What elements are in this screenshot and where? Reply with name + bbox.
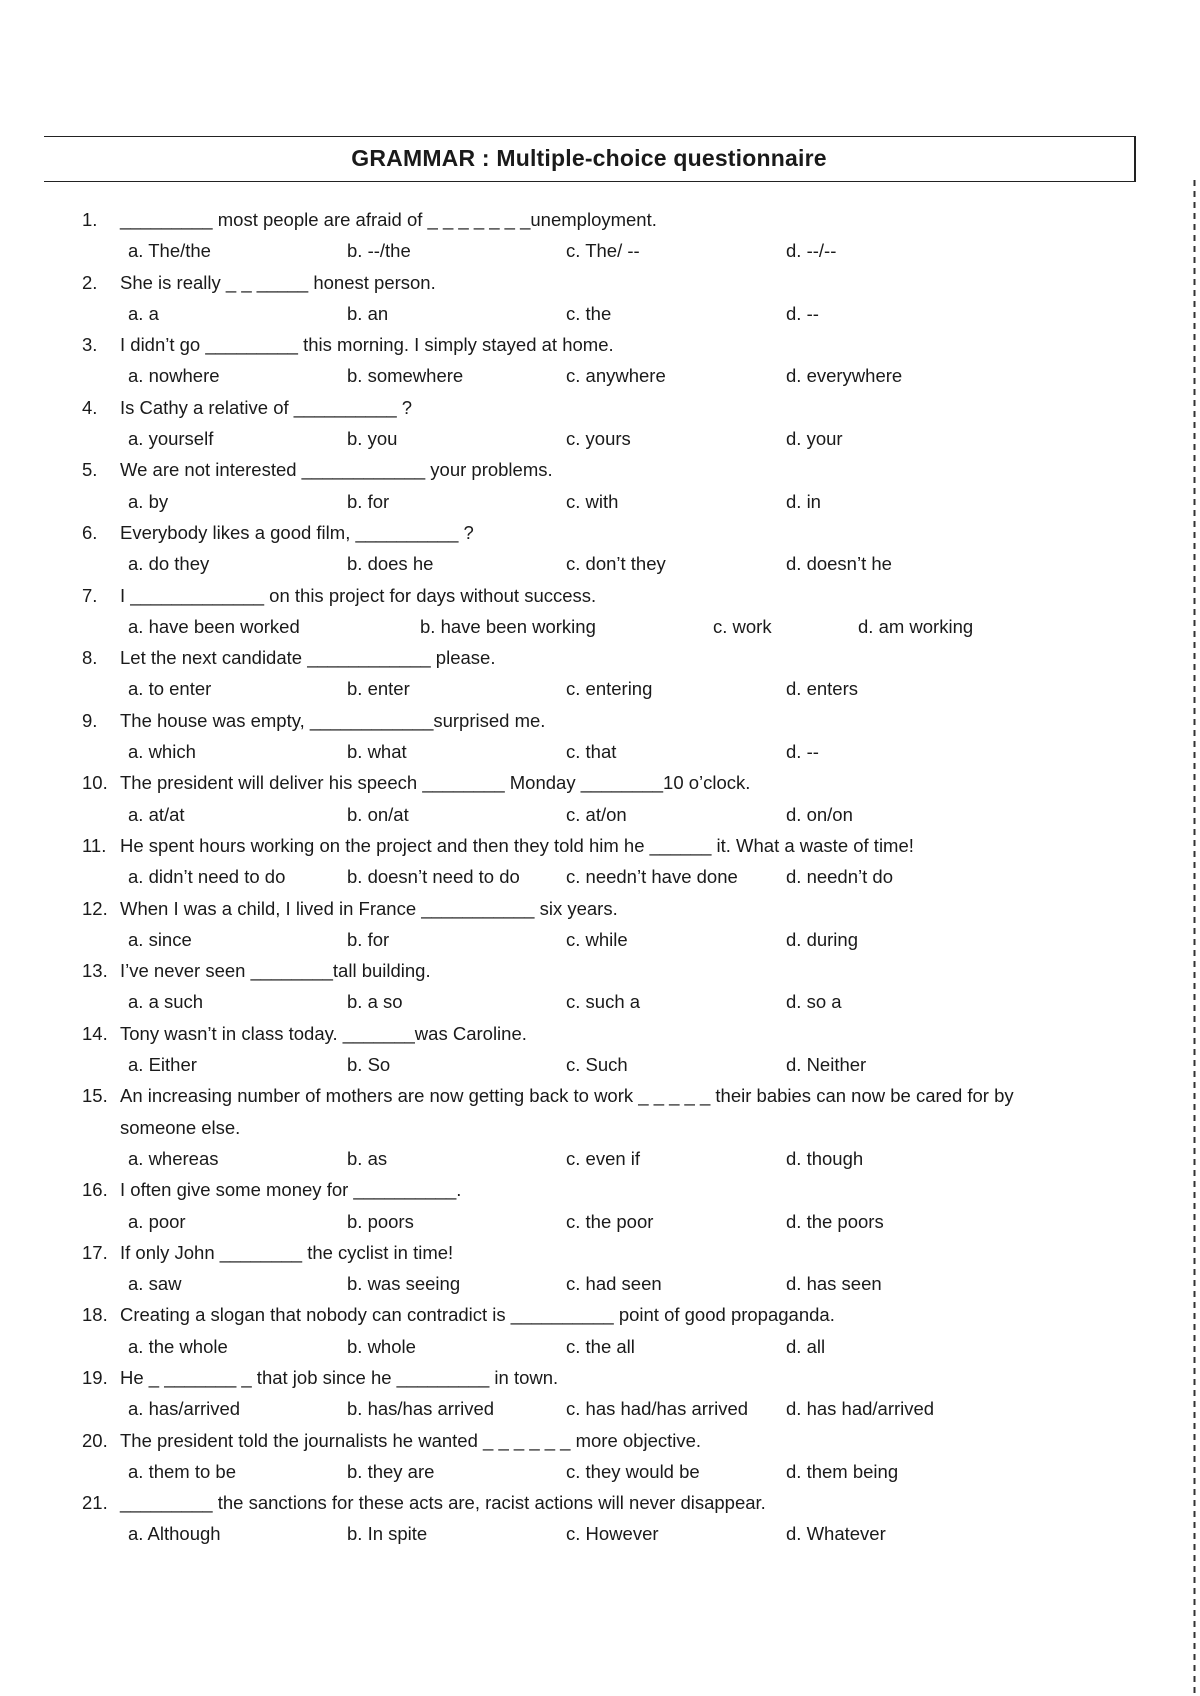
answer-option: c. the poor xyxy=(566,1210,654,1232)
question-text: We are not interested ____________ your problems. xyxy=(120,459,553,481)
question-row xyxy=(0,1299,1200,1330)
answer-option: c. with xyxy=(566,490,619,512)
question-text: If only John ________ the cyclist in time! xyxy=(120,1241,454,1263)
question-text: I’ve never seen ________tall building. xyxy=(120,960,431,982)
question-row xyxy=(0,705,1200,736)
question-number: 13. xyxy=(82,960,108,982)
options-row xyxy=(0,360,1200,391)
question-text: Is Cathy a relative of __________ ? xyxy=(120,396,413,418)
question-number: 8. xyxy=(82,647,98,669)
answer-option: a. by xyxy=(128,490,169,512)
question-row xyxy=(0,767,1200,798)
answer-option: a. Either xyxy=(128,1054,197,1076)
options-row xyxy=(0,861,1200,892)
options-row xyxy=(0,1456,1200,1487)
question-text: She is really _ _ _____ honest person. xyxy=(120,271,436,293)
answer-option: c. The/ -- xyxy=(566,240,640,262)
question-row xyxy=(0,1080,1200,1111)
answer-option: d. on/on xyxy=(786,803,853,825)
question-number: 16. xyxy=(82,1179,108,1201)
question-number: 21. xyxy=(82,1492,108,1514)
question-row xyxy=(0,1237,1200,1268)
answer-option: b. So xyxy=(347,1054,391,1076)
question-text: I didn’t go _________ this morning. I simply stayed at home. xyxy=(120,334,614,356)
answer-option: d. am working xyxy=(858,615,974,637)
answer-option: a. to enter xyxy=(128,678,212,700)
answer-option: b. --/the xyxy=(347,240,411,262)
answer-option: d. -- xyxy=(786,741,819,763)
question-text: _________ the sanctions for these acts are, racist actions will never disappear. xyxy=(120,1492,766,1514)
question-text: I _____________ on this project for days without success. xyxy=(120,584,597,606)
answer-option: d. enters xyxy=(786,678,858,700)
answer-option: c. However xyxy=(566,1523,659,1545)
answer-option: c. even if xyxy=(566,1147,641,1169)
answer-option: b. does he xyxy=(347,553,434,575)
options-row xyxy=(0,986,1200,1017)
question-row xyxy=(0,955,1200,986)
question-text: The house was empty, ____________surprised me. xyxy=(120,709,546,731)
question-number: 1. xyxy=(82,209,98,230)
answer-option: d. Neither xyxy=(786,1054,867,1076)
answer-option: a. The/the xyxy=(128,240,211,262)
answer-option: a. since xyxy=(128,928,192,950)
answer-option: c. yours xyxy=(566,428,631,450)
question-text: The president will deliver his speech ________ Monday ________10 o’clock. xyxy=(120,772,751,794)
answer-option: d. the poors xyxy=(786,1210,884,1232)
answer-option: d. -- xyxy=(786,302,819,324)
question-text: He spent hours working on the project and then they told him he ______ it. What a waste of time! xyxy=(120,834,914,856)
answer-option: b. was seeing xyxy=(347,1273,461,1295)
options-row xyxy=(0,1143,1200,1174)
question-text: Let the next candidate ____________ please. xyxy=(120,647,496,669)
question-number: 17. xyxy=(82,1241,108,1263)
options-row xyxy=(0,673,1200,704)
answer-option: b. on/at xyxy=(347,803,409,825)
answer-option: c. the all xyxy=(566,1335,635,1357)
question-text: An increasing number of mothers are now getting back to work _ _ _ _ _ their babies can now be cared for by xyxy=(120,1085,1014,1107)
question-row xyxy=(0,893,1200,924)
question-number: 2. xyxy=(82,271,98,293)
answer-option: d. --/-- xyxy=(786,240,837,262)
answer-option: d. doesn’t he xyxy=(786,553,892,575)
question-number: 9. xyxy=(82,709,98,731)
answer-option: a. a such xyxy=(128,991,204,1013)
answer-option: b. for xyxy=(347,928,390,950)
answer-option: d. has seen xyxy=(786,1273,882,1295)
options-row xyxy=(0,736,1200,767)
answer-option: c. don’t they xyxy=(566,553,666,575)
answer-option: d. Whatever xyxy=(786,1523,886,1545)
answer-option: a. whereas xyxy=(128,1147,219,1169)
options-row xyxy=(0,924,1200,955)
question-continuation-row xyxy=(0,1112,1200,1143)
question-row xyxy=(0,642,1200,673)
question-text-continuation: someone else. xyxy=(120,1116,241,1138)
answer-option: a. have been worked xyxy=(128,615,300,637)
answer-option: a. which xyxy=(128,741,196,763)
question-text: When I was a child, I lived in France ___________ six years. xyxy=(120,897,618,919)
options-row xyxy=(0,1393,1200,1424)
answer-option: b. somewhere xyxy=(347,365,464,387)
answer-option: d. your xyxy=(786,428,843,450)
question-text: The president told the journalists he wanted _ _ _ _ _ _ more objective. xyxy=(120,1429,702,1451)
question-text: Tony wasn’t in class today. _______was Caroline. xyxy=(120,1022,527,1044)
question-number: 20. xyxy=(82,1429,108,1451)
answer-option: d. in xyxy=(786,490,821,512)
answer-option: b. you xyxy=(347,428,398,450)
answer-option: b. as xyxy=(347,1147,388,1169)
options-row xyxy=(0,235,1200,266)
answer-option: b. have been working xyxy=(420,615,596,637)
answer-option: c. has had/has arrived xyxy=(566,1398,749,1420)
answer-option: b. they are xyxy=(347,1460,435,1482)
options-row xyxy=(0,548,1200,579)
answer-option: a. at/at xyxy=(128,803,185,825)
options-row xyxy=(0,486,1200,517)
question-text: He _ _______ _ that job since he _________ in town. xyxy=(120,1366,559,1388)
question-number: 14. xyxy=(82,1022,108,1044)
answer-option: d. though xyxy=(786,1147,864,1169)
options-row xyxy=(0,1518,1200,1549)
answer-option: b. what xyxy=(347,741,407,763)
question-text: Creating a slogan that nobody can contradict is __________ point of good propaganda. xyxy=(120,1304,835,1326)
answer-option: b. a so xyxy=(347,991,403,1013)
answer-option: c. that xyxy=(566,741,617,763)
page-title: GRAMMAR : Multiple-choice questionnaire xyxy=(351,145,827,171)
question-row xyxy=(0,454,1200,485)
question-text: _________ most people are afraid of _ _ _ _ _ _ _unemployment. xyxy=(120,209,657,230)
question-row xyxy=(0,830,1200,861)
answer-option: d. everywhere xyxy=(786,365,903,387)
question-text: I often give some money for __________. xyxy=(120,1179,462,1201)
options-row xyxy=(0,799,1200,830)
question-list xyxy=(0,204,1200,1550)
question-text: Everybody likes a good film, __________ ? xyxy=(120,521,474,543)
answer-option: b. for xyxy=(347,490,390,512)
answer-option: c. entering xyxy=(566,678,653,700)
question-row xyxy=(0,1018,1200,1049)
options-row xyxy=(0,298,1200,329)
answer-option: a. yourself xyxy=(128,428,214,450)
answer-option: d. during xyxy=(786,928,858,950)
answer-option: b. doesn’t need to do xyxy=(347,866,520,888)
answer-option: c. such a xyxy=(566,991,641,1013)
question-number: 19. xyxy=(82,1366,108,1388)
answer-option: b. poors xyxy=(347,1210,414,1232)
answer-option: c. the xyxy=(566,302,612,324)
answer-option: c. needn’t have done xyxy=(566,866,738,888)
answer-option: c. Such xyxy=(566,1054,628,1076)
question-number: 5. xyxy=(82,459,98,481)
answer-option: a. a xyxy=(128,302,159,324)
question-number: 4. xyxy=(82,396,98,418)
question-row xyxy=(0,580,1200,611)
answer-option: a. poor xyxy=(128,1210,186,1232)
answer-option: a. Although xyxy=(128,1523,221,1545)
answer-option: d. needn’t do xyxy=(786,866,893,888)
answer-option: c. at/on xyxy=(566,803,627,825)
page-edge-mark xyxy=(1193,0,1196,1696)
question-row xyxy=(0,392,1200,423)
answer-option: d. has had/arrived xyxy=(786,1398,935,1420)
question-row xyxy=(0,204,1200,235)
question-number: 6. xyxy=(82,521,98,543)
question-row xyxy=(0,1362,1200,1393)
options-row xyxy=(0,1206,1200,1237)
answer-option: a. saw xyxy=(128,1273,182,1295)
options-row xyxy=(0,1331,1200,1362)
question-row xyxy=(0,267,1200,298)
answer-option: c. while xyxy=(566,928,628,950)
question-number: 15. xyxy=(82,1085,108,1107)
answer-option: c. anywhere xyxy=(566,365,666,387)
answer-option: c. had seen xyxy=(566,1273,662,1295)
answer-option: b. has/has arrived xyxy=(347,1398,495,1420)
title-box xyxy=(44,136,1136,182)
options-row xyxy=(0,1268,1200,1299)
options-row xyxy=(0,423,1200,454)
answer-option: b. enter xyxy=(347,678,410,700)
question-number: 7. xyxy=(82,584,98,606)
question-number: 11. xyxy=(82,834,107,856)
answer-option: b. In spite xyxy=(347,1523,428,1545)
answer-option: a. didn’t need to do xyxy=(128,866,286,888)
answer-option: d. them being xyxy=(786,1460,899,1482)
answer-option: c. work xyxy=(713,615,772,637)
answer-option: a. has/arrived xyxy=(128,1398,241,1420)
answer-option: a. the whole xyxy=(128,1335,228,1357)
answer-option: a. them to be xyxy=(128,1460,236,1482)
answer-option: b. an xyxy=(347,302,389,324)
question-row xyxy=(0,1425,1200,1456)
answer-option: d. so a xyxy=(786,991,842,1013)
question-row xyxy=(0,329,1200,360)
question-number: 18. xyxy=(82,1304,108,1326)
question-row xyxy=(0,1487,1200,1518)
answer-option: d. all xyxy=(786,1335,826,1357)
options-row xyxy=(0,1049,1200,1080)
options-row xyxy=(0,611,1200,642)
question-number: 10. xyxy=(82,772,108,794)
question-number: 3. xyxy=(82,334,98,356)
question-number: 12. xyxy=(82,897,108,919)
question-row xyxy=(0,517,1200,548)
answer-option: a. do they xyxy=(128,553,210,575)
answer-option: a. nowhere xyxy=(128,365,220,387)
answer-option: b. whole xyxy=(347,1335,416,1357)
question-row xyxy=(0,1174,1200,1205)
answer-option: c. they would be xyxy=(566,1460,700,1482)
